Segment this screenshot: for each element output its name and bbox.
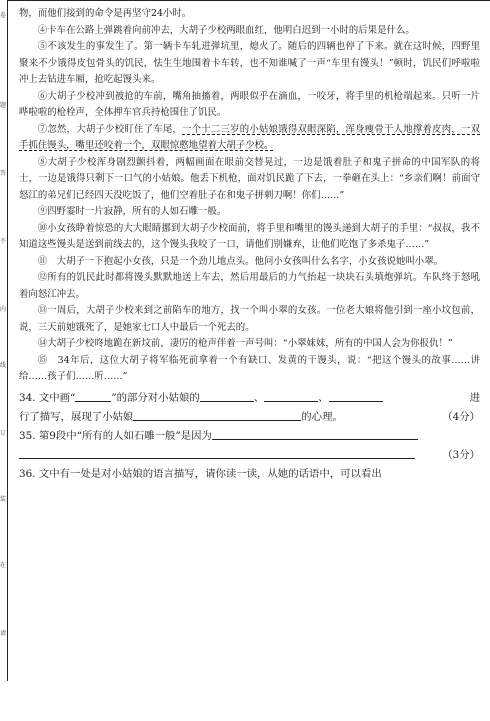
question-35-line-2 [19,446,480,465]
margin-char: 卷 [0,12,7,19]
score-label: （3分） [442,448,480,461]
question-35-line-1: 35. 第9段中“所有的人如石雕一般”是因为 [19,427,480,446]
answer-blank[interactable] [75,389,111,402]
question-34-line-2: 行了描写，展现了小姑娘 的心理。 （4分） [19,408,480,427]
score-label: （4分） [442,410,480,423]
paragraph-14: ⑭大胡子少校咚地跪在新坟前，凄厉的枪声伴着一声号叫：“小翠妹妹，所有的中国人会为你报仇！” [37,338,453,349]
paragraph-10: ⑩小女孩睁着惊恐的大大眼睛挪到大胡子少校面前，将手里和嘴里的馒头递到大胡子的手里：“叔叔，我不知道这些馒头是送到前线去的，这个馒头我咬了一口，请他们别嫌弃，让他们吃饱了多杀鬼子……” [19,222,480,250]
margin-char: 线 [0,362,7,369]
margin-char: 不 [0,238,7,245]
question-36: 36. 文中有一处是对小姑娘的语言描写，请你读一读，从她的话语中，可以看出 [19,467,382,480]
answer-blank[interactable] [264,389,318,402]
paragraph-5: ⑤不该发生的事发生了。第一辆卡车轧进弹坑里，熄火了。随后的四辆也停了下来。就在这时候，四野里聚来不少饿得皮包骨头的饥民，怯生生地围着卡车转，也不知谁喊了一声“车里有馒头！”顿时，饥民们呼啦啦冲上去钻进车厢，抢吃起馒头来。 [19,41,480,85]
binding-margin-text [0,10,7,660]
margin-char: 题 [0,102,7,109]
answer-blank[interactable] [19,446,415,459]
answer-blank[interactable] [133,408,301,421]
margin-char: 内 [0,306,7,313]
paragraph-6: ⑥大胡子少校冲到被抢的车前，嘴角抽搐着，两眼似乎在滴血，一咬牙，将手里的机枪端起来。只听一片哗啦啦的枪栓声，全体押车官兵持枪围住了饥民。 [19,90,480,118]
reading-passage [19,6,480,484]
margin-char: 订 [0,430,7,437]
margin-char: 在 [0,562,7,569]
paragraph-11: ⑪ 大胡子一下抱起小女孩，只是一个劲儿地点头。他问小女孩叫什么名字，小女孩说她叫小翠。 [37,255,444,267]
answer-blank[interactable] [200,389,254,402]
margin-char: 答 [0,170,7,177]
question-section [19,389,480,484]
answer-blank[interactable] [212,427,418,440]
page-top-border [7,0,490,1]
paragraph-15: ⑮ 34年后，这位大胡子将军临死前拿着一个有缺口、发黄的干馒头，说：“把这个馒头的故事……讲给……孩子们……听……” [19,354,480,382]
paragraph-4: ④卡车在公路上弹跳着向前冲去，大胡子少校两眼血红，他明白迟到一小时的后果是什么。 [37,24,415,36]
answer-blank[interactable] [329,389,383,402]
paragraph-9: ⑨四野霎时一片寂静，所有的人如石雕一般。 [37,206,227,217]
paragraph-8: ⑧大胡子少校浑身剧烈颤抖着，两幅画面在眼前交替晃过，一边是饿着肚子和鬼子拼命的中国军队的将士，一边是饿得只剩下一口气的小姑娘。他丢下机枪，面对饥民跪了下去，一拳砸在头上：“乡亲们啊！前面守怒江的弟兄们已经四天没吃饭了，他们空着肚子在和鬼子拼刺刀啊！你们……” [19,156,480,201]
paragraph-7 [19,122,480,155]
binding-line [7,0,8,681]
paragraph-7-lead: ⑦忽然，大胡子少校盯住了车尾， [37,123,183,135]
paragraph-12: ⑫所有的饥民此时都将馒头默默地送上车去，然后用最后的力气抬起一块块石头填炮弹坑。车队终于怒吼着向怒江冲去。 [19,272,480,300]
underlined-description: 一个十二三岁的小姑娘饿得双眼深陷，浑身瘦骨干人地撑着皮肉，一双手抓住馒头，嘴里还咬着一个，双眼惊憨地望着大胡子少校。 [19,123,480,151]
paragraph-13: ⑬一周后，大胡子少校来到之前陷车的地方，找一个叫小翠的女孩。一位老大娘将他引到一座小坟包前，说，三天前她饿死了，是她家七口人中最后一个死去的。 [19,305,480,333]
question-34-line-1: 34. 文中画“ ”的部分对小姑娘的 、 、 进 [19,389,480,408]
margin-char: 请 [0,630,7,637]
paragraph-continued: 物，而他们接到的命令是再坚守24小时。 [19,8,192,19]
margin-char: 装 [0,496,7,503]
